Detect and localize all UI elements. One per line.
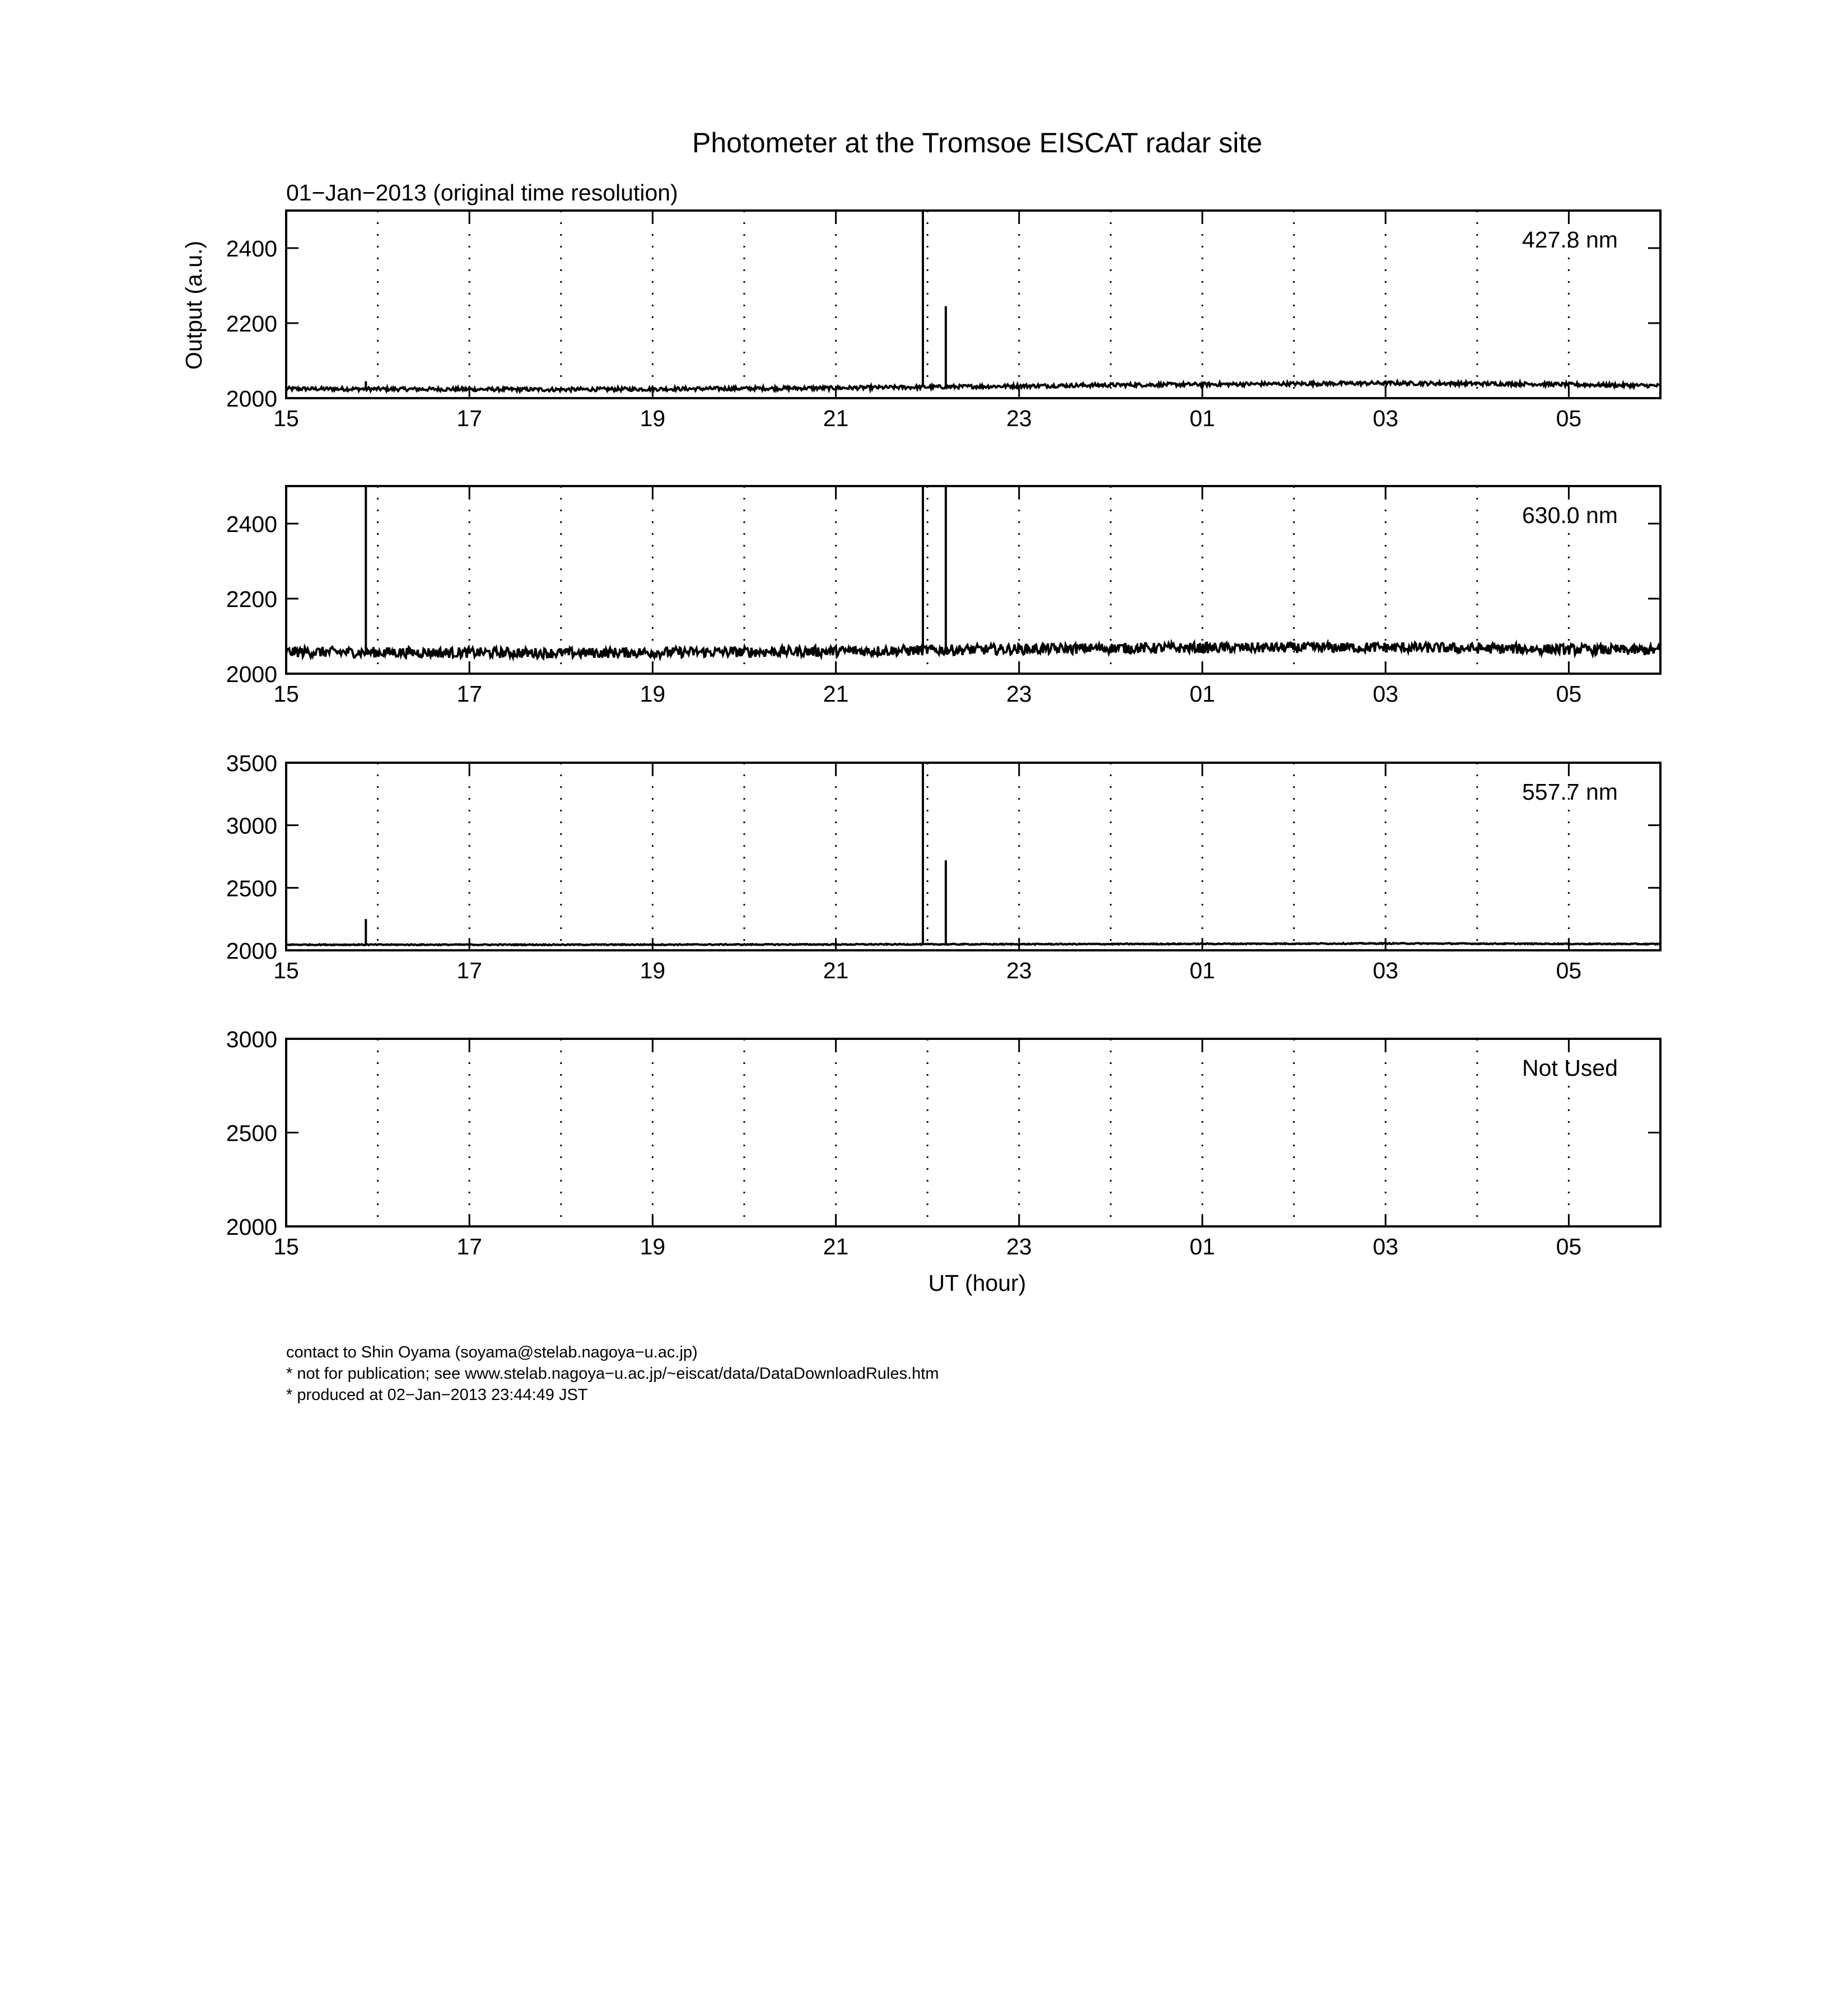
x-tick-label: 19 — [640, 405, 666, 431]
x-tick-label: 21 — [823, 1234, 849, 1259]
x-tick-label: 23 — [1006, 405, 1032, 431]
footer-produced: * produced at 02−Jan−2013 23:44:49 JST — [286, 1386, 588, 1404]
x-tick-label: 17 — [456, 681, 483, 707]
figure-subtitle: 01−Jan−2013 (original time resolution) — [286, 180, 678, 206]
footer-notes — [286, 1342, 939, 1406]
x-tick-label: 17 — [456, 1234, 483, 1259]
x-tick-label: 23 — [1006, 1234, 1032, 1259]
axes-box — [286, 763, 1660, 950]
footer-contact: contact to Shin Oyama (soyama@stelab.nagoya−u.ac.jp) — [286, 1343, 698, 1361]
panel-label: Not Used — [1522, 1055, 1618, 1081]
x-tick-label: 01 — [1189, 1234, 1215, 1259]
y-axis-label: Output (a.u.) — [181, 240, 207, 370]
x-tick-label: 19 — [640, 1234, 666, 1259]
y-tick-label: 2000 — [226, 661, 277, 687]
panel-3 — [226, 750, 1660, 983]
x-tick-label: 21 — [823, 405, 849, 431]
series-line — [286, 943, 1660, 945]
axes-box — [286, 1039, 1660, 1226]
x-tick-label: 15 — [273, 958, 299, 983]
x-tick-label: 19 — [640, 681, 666, 707]
panel-2 — [226, 486, 1660, 707]
y-tick-label: 3500 — [226, 750, 277, 776]
figure-title: Photometer at the Tromsoe EISCAT radar site — [692, 127, 1263, 158]
panels-group — [226, 211, 1660, 1259]
x-tick-label: 21 — [823, 958, 849, 983]
panel-4 — [226, 1026, 1660, 1259]
y-tick-label: 2500 — [226, 875, 277, 902]
x-tick-label: 23 — [1006, 958, 1032, 983]
x-tick-label: 01 — [1189, 681, 1215, 707]
y-tick-label: 2000 — [226, 938, 277, 964]
x-tick-label: 05 — [1556, 405, 1582, 431]
x-axis-label: UT (hour) — [928, 1270, 1026, 1296]
y-tick-label: 2000 — [226, 386, 277, 412]
x-tick-label: 05 — [1556, 681, 1582, 707]
x-tick-label: 03 — [1373, 958, 1399, 983]
panel-label: 427.8 nm — [1522, 227, 1618, 253]
x-tick-label: 03 — [1373, 405, 1399, 431]
x-tick-label: 03 — [1373, 1234, 1399, 1259]
x-tick-label: 05 — [1556, 958, 1582, 983]
y-tick-label: 2500 — [226, 1120, 277, 1146]
panel-1 — [226, 211, 1660, 431]
x-tick-label: 23 — [1006, 681, 1032, 707]
y-tick-label: 3000 — [226, 1026, 277, 1052]
y-tick-label: 2400 — [226, 511, 277, 537]
x-tick-label: 05 — [1556, 1234, 1582, 1259]
series-line — [286, 642, 1660, 658]
panel-label: 630.0 nm — [1522, 502, 1618, 528]
y-tick-label: 3000 — [226, 813, 277, 839]
y-tick-label: 2200 — [226, 311, 277, 337]
x-tick-label: 15 — [273, 405, 299, 431]
x-tick-label: 21 — [823, 681, 849, 707]
series-line — [286, 381, 1660, 391]
x-tick-label: 15 — [273, 681, 299, 707]
y-tick-label: 2000 — [226, 1214, 277, 1240]
x-tick-label: 19 — [640, 958, 666, 983]
x-tick-label: 17 — [456, 405, 483, 431]
x-tick-label: 01 — [1189, 405, 1215, 431]
x-tick-label: 03 — [1373, 681, 1399, 707]
x-tick-label: 15 — [273, 1234, 299, 1259]
footer-rules: * not for publication; see www.stelab.nagoya−u.ac.jp/~eiscat/data/DataDownloadRules.htm — [286, 1365, 939, 1383]
x-tick-label: 17 — [456, 958, 483, 983]
y-tick-label: 2400 — [226, 236, 277, 262]
x-tick-label: 01 — [1189, 958, 1215, 983]
panel-label: 557.7 nm — [1522, 779, 1618, 805]
axes-box — [286, 211, 1660, 398]
y-tick-label: 2200 — [226, 586, 277, 612]
